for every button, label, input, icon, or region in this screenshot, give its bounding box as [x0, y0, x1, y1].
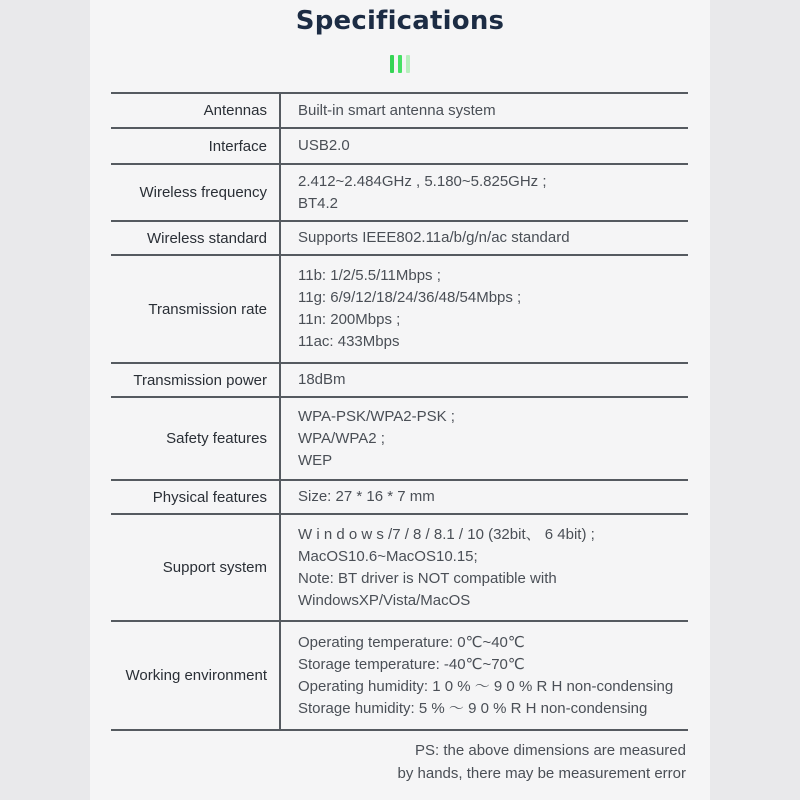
spec-value-line: Storage humidity: 5 % ～ 9 0 % R H non-condensing [298, 699, 648, 717]
spec-row-transmission-rate [111, 254, 688, 362]
spec-value-line: Storage temperature: -40℃~70℃ [298, 655, 525, 673]
spec-label: Physical features [111, 481, 281, 513]
spec-value-line: W i n d o w s /7 / 8 / 8.1 / 10 (32bit、 6 4bit) ; [298, 525, 595, 543]
note-line: by hands, there may be measurement error [397, 765, 686, 782]
spec-row-wireless-standard [111, 220, 688, 254]
spec-value-line: WPA/WPA2 ; [298, 429, 385, 447]
spec-value-line: 18dBm [298, 371, 346, 388]
accent-bar [390, 55, 394, 73]
spec-value [281, 398, 688, 479]
spec-value-line: BT4.2 [298, 194, 339, 212]
spec-value-line: 2.412~2.484GHz , 5.180~5.825GHz ; [298, 172, 547, 190]
spec-value [281, 622, 688, 729]
spec-value [281, 222, 688, 254]
spec-row-interface [111, 127, 688, 163]
spec-label: Support system [111, 515, 281, 620]
spec-label: Interface [111, 129, 281, 163]
spec-row-physical-features [111, 479, 688, 513]
spec-value [281, 256, 688, 362]
spec-value-line: Built-in smart antenna system [298, 101, 496, 119]
note-line: PS: the above dimensions are measured [415, 742, 686, 759]
spec-row-antennas [111, 92, 688, 127]
spec-value-line: USB2.0 [298, 137, 350, 154]
spec-label: Safety features [111, 398, 281, 479]
spec-row-safety-features [111, 396, 688, 479]
spec-value [281, 481, 688, 513]
spec-value-line: Operating humidity: 1 0 % ～ 9 0 % R H non-condensing [298, 677, 674, 695]
spec-value-line: WEP [298, 451, 333, 469]
spec-value-line: Supports IEEE802.11a/b/g/n/ac standard [298, 229, 570, 246]
spec-row-support-system [111, 513, 688, 620]
spec-value [281, 129, 688, 163]
spec-label: Working environment [111, 622, 281, 729]
signal-bars-icon [390, 55, 412, 73]
spec-value [281, 94, 688, 127]
spec-row-working-environment [111, 620, 688, 731]
spec-row-wireless-frequency [111, 163, 688, 220]
spec-label: Wireless frequency [111, 165, 281, 220]
spec-value-line: WPA-PSK/WPA2-PSK ; [298, 407, 455, 425]
spec-value [281, 515, 688, 620]
accent-bar [398, 55, 402, 73]
spec-value-line: 11g: 6/9/12/18/24/36/48/54Mbps ; [298, 289, 522, 306]
spec-value-line: 11b: 1/2/5.5/11Mbps ; [298, 267, 441, 284]
measurement-note [398, 739, 686, 785]
spec-value-line: 11ac: 433Mbps [298, 333, 400, 350]
spec-row-transmission-power [111, 362, 688, 396]
page-title: Specifications [295, 6, 505, 36]
spec-value-line: WindowsXP/Vista/MacOS [298, 591, 471, 609]
spec-label: Transmission rate [111, 256, 281, 362]
spec-value-line: Size: 27 * 16 * 7 mm [298, 488, 435, 505]
spec-table [111, 92, 688, 731]
spec-value-line: Operating temperature: 0℃~40℃ [298, 633, 525, 651]
spec-value-line: MacOS10.6~MacOS10.15; [298, 547, 478, 565]
spec-value-line: 11n: 200Mbps ; [298, 311, 401, 328]
spec-value-line: Note: BT driver is NOT compatible with [298, 569, 557, 587]
spec-value [281, 165, 688, 220]
accent-bar [406, 55, 410, 73]
spec-label: Wireless standard [111, 222, 281, 254]
spec-label: Antennas [111, 94, 281, 127]
spec-label: Transmission power [111, 364, 281, 396]
spec-value [281, 364, 688, 396]
